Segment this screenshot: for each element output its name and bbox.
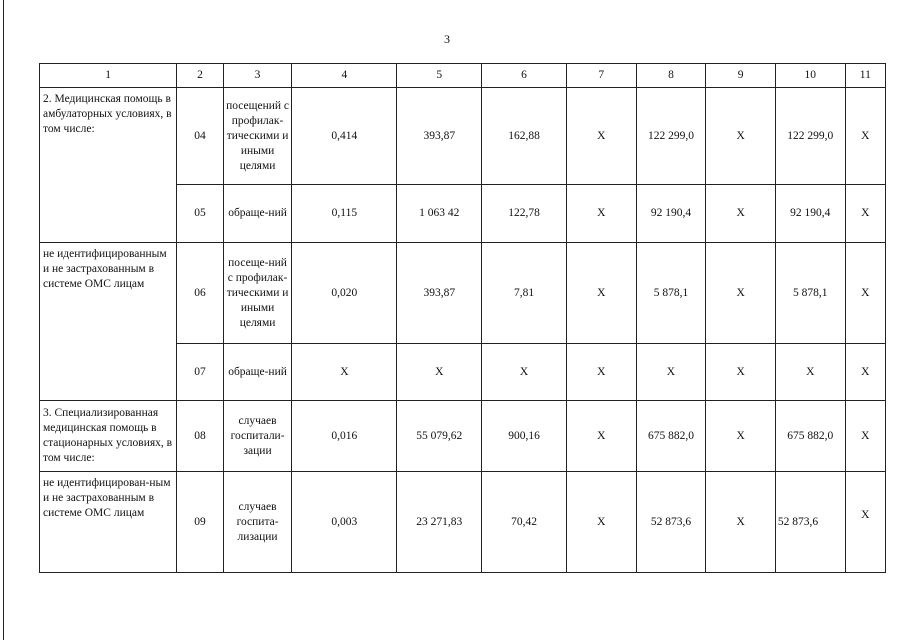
cell-c8: 92 190,4 — [636, 185, 706, 243]
row-code: 04 — [177, 88, 223, 185]
cell-c10: 52 873,6 — [775, 472, 845, 573]
row-code: 06 — [177, 243, 223, 344]
data-table — [39, 63, 886, 573]
cell-c4: 0,020 — [292, 243, 397, 344]
cell-c8: 675 882,0 — [636, 401, 706, 472]
row-name-unidentified-hospital: не идентифицирован-ным и не застрахованным в системе ОМС лицам — [40, 472, 177, 573]
cell-c11: X — [845, 401, 885, 472]
cell-c10: 5 878,1 — [775, 243, 845, 344]
page-edge-line — [3, 0, 4, 640]
cell-c5: 55 079,62 — [397, 401, 482, 472]
cell-c7: X — [566, 401, 636, 472]
table-row — [40, 401, 886, 472]
cell-c11: X — [845, 243, 885, 344]
cell-c8: 52 873,6 — [636, 472, 706, 573]
table-row — [40, 243, 886, 344]
header-cell: 11 — [845, 64, 885, 88]
cell-c10: 675 882,0 — [775, 401, 845, 472]
cell-c10: X — [775, 344, 845, 401]
cell-c5: 393,87 — [397, 88, 482, 185]
header-cell: 10 — [775, 64, 845, 88]
cell-c10: 122 299,0 — [775, 88, 845, 185]
header-cell: 7 — [566, 64, 636, 88]
cell-c5: 23 271,83 — [397, 472, 482, 573]
cell-c6: 7,81 — [482, 243, 567, 344]
row-unit: случаев госпита-лизации — [223, 472, 292, 573]
header-cell: 2 — [177, 64, 223, 88]
cell-c5: X — [397, 344, 482, 401]
cell-c11: X — [845, 472, 885, 573]
cell-c4: 0,016 — [292, 401, 397, 472]
cell-c9: X — [706, 88, 776, 185]
table-row — [40, 88, 886, 185]
cell-c4: 0,115 — [292, 185, 397, 243]
cell-c11: X — [845, 88, 885, 185]
cell-c5: 1 063 42 — [397, 185, 482, 243]
cell-c7: X — [566, 344, 636, 401]
row-unit: посещений с профилак-тическими и иными целями — [223, 88, 292, 185]
row-name-specialized: 3. Специализированная медицинская помощь в стационарных условиях, в том числе: — [40, 401, 177, 472]
cell-c11: X — [845, 185, 885, 243]
cell-c6: 70,42 — [482, 472, 567, 573]
cell-c10: 92 190,4 — [775, 185, 845, 243]
table-row — [40, 472, 886, 573]
cell-c6: 900,16 — [482, 401, 567, 472]
cell-c9: X — [706, 401, 776, 472]
cell-c8: 5 878,1 — [636, 243, 706, 344]
cell-c4: 0,414 — [292, 88, 397, 185]
cell-c7: X — [566, 88, 636, 185]
cell-c9: X — [706, 185, 776, 243]
row-code: 09 — [177, 472, 223, 573]
cell-c5: 393,87 — [397, 243, 482, 344]
header-cell: 5 — [397, 64, 482, 88]
cell-c6: 162,88 — [482, 88, 567, 185]
page-number: 3 — [444, 32, 450, 46]
cell-c7: X — [566, 472, 636, 573]
cell-c4: X — [292, 344, 397, 401]
cell-c11: X — [845, 344, 885, 401]
row-unit: обраще-ний — [223, 344, 292, 401]
row-name-ambulatory: 2. Медицинская помощь в амбулаторных условиях, в том числе: — [40, 88, 177, 243]
header-cell: 9 — [706, 64, 776, 88]
header-cell: 6 — [482, 64, 567, 88]
header-cell: 8 — [636, 64, 706, 88]
cell-c6: X — [482, 344, 567, 401]
row-unit: случаев госпитали-зации — [223, 401, 292, 472]
header-row — [40, 64, 886, 88]
cell-c7: X — [566, 185, 636, 243]
cell-c8: X — [636, 344, 706, 401]
row-name-unidentified: не идентифицированным и не застрахованным в системе ОМС лицам — [40, 243, 177, 401]
header-cell: 1 — [40, 64, 177, 88]
row-code: 08 — [177, 401, 223, 472]
row-unit: посеще-ний с профилак-тическими и иными целями — [223, 243, 292, 344]
header-cell: 3 — [223, 64, 292, 88]
cell-c4: 0,003 — [292, 472, 397, 573]
cell-c7: X — [566, 243, 636, 344]
cell-c6: 122,78 — [482, 185, 567, 243]
row-code: 07 — [177, 344, 223, 401]
cell-c9: X — [706, 243, 776, 344]
row-unit: обраще-ний — [223, 185, 292, 243]
header-cell: 4 — [292, 64, 397, 88]
cell-c9: X — [706, 472, 776, 573]
cell-c8: 122 299,0 — [636, 88, 706, 185]
cell-c9: X — [706, 344, 776, 401]
row-code: 05 — [177, 185, 223, 243]
